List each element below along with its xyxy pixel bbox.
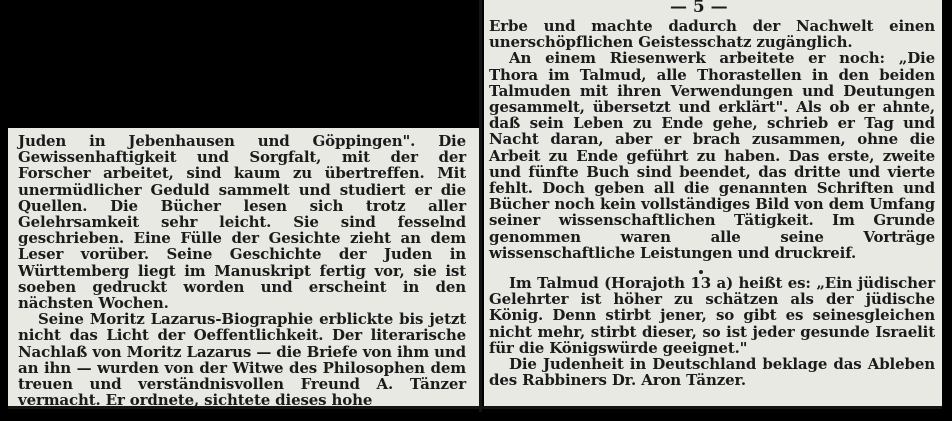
left-text-column xyxy=(18,133,466,408)
right-paragraph-4: Die Judenheit in Deutschland beklage das Ableben des Rabbiners Dr. Aron Tänzer. xyxy=(489,355,935,390)
right-paragraph-3: Im Talmud (Horajoth 13 a) heißt es: „Ein jüdischer Gelehrter ist höher zu schätzen als der jüdische König. Denn stirbt jener, so gibt es seinesgleichen nicht mehr, stirbt dieser, so ist jeder gesunde Israelit für die Königswürde geeignet." xyxy=(489,274,935,357)
section-break xyxy=(489,261,935,275)
left-paragraph-2: Seine Moritz Lazarus-Biographie erblickte bis jetzt nicht das Licht der Oeffentlichkeit. Der literarische Nachlaß von Moritz Lazarus — die Briefe von ihm und an ihn — wurden von der Witwe des Philosophen dem treuen und verständnisvollen Freund A. Tänzer vermacht. Er ordnete, sichtete dieses hohe xyxy=(18,310,466,410)
page-number: — 5 — xyxy=(670,0,728,17)
column-divider-rule xyxy=(479,0,482,412)
section-break-dot xyxy=(699,270,703,274)
left-paragraph-1: Juden in Jebenhausen und Göppingen". Die Gewissenhaftigkeit und Sorgfalt, mit der der Forscher arbeitet, sind kaum zu übertreffen. Mit unermüdlicher Geduld sammelt und studiert er die Quellen. Die Bücher lesen sich trotz aller Gelehrsamkeit sehr leicht. Sie sind fesselnd geschrieben. Eine Fülle der Gesichte zieht an dem Leser vorüber. Seine Geschichte der Juden in Württemberg liegt im Manuskript fertig vor, sie ist soeben gedruckt worden und erscheint in den nächsten Wochen. xyxy=(18,132,466,313)
right-text-column xyxy=(489,18,935,388)
right-paragraph-2: An einem Riesenwerk arbeitete er noch: „Die Thora im Talmud, alle Thorastellen in den beiden Talmuden mit ihren Verwendungen und Deutungen gesammelt, übersetzt und erklärt". Als ob er ahnte, daß sein Leben zu Ende gehe, schrieb er Tag und Nacht daran, aber er brach zusammen, ohne die Arbeit zu Ende geführt zu haben. Das erste, zweite und fünfte Buch sind beendet, das dritte und vierte fehlt. Doch geben all die genannten Schriften und Bücher noch kein vollständiges Bild von dem Umfang seiner wissenschaftlichen Tätigkeit. Im Grunde genommen waren alle seine Vorträge wissenschaftliche Leistungen und druckreif. xyxy=(489,49,935,262)
right-paragraph-1: Erbe und machte dadurch der Nachwelt einen unerschöpflichen Geistesschatz zugänglich. xyxy=(489,17,935,52)
